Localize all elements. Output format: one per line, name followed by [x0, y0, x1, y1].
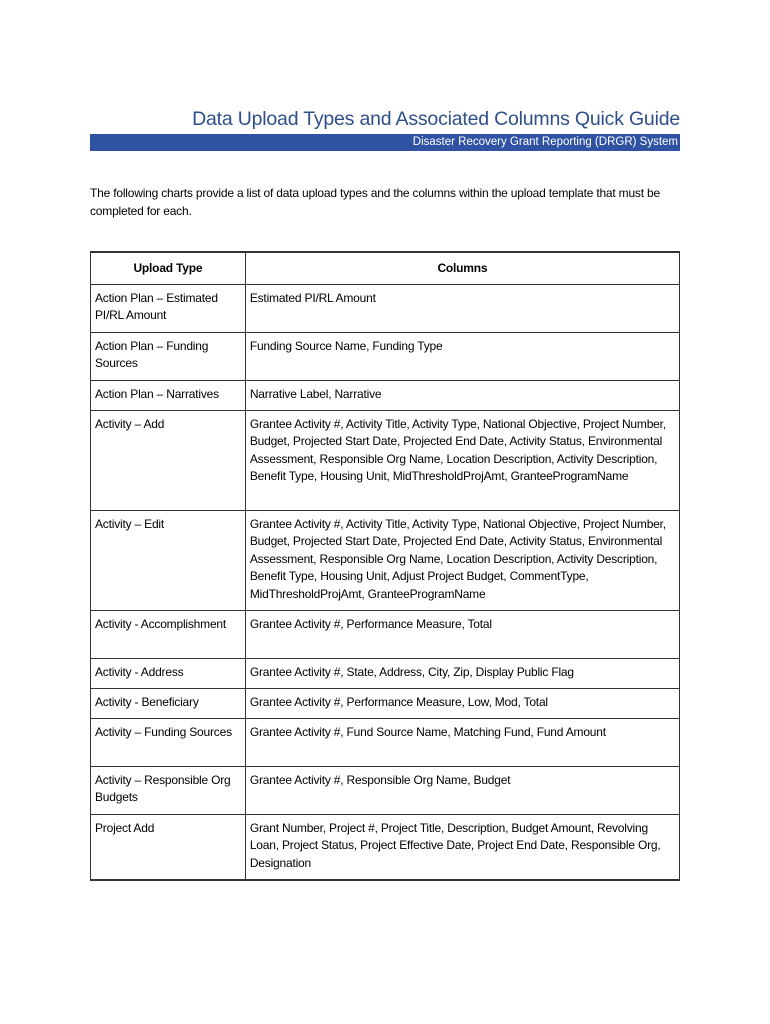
upload-type-cell: Activity – Edit [91, 510, 246, 610]
columns-cell: Narrative Label, Narrative [245, 380, 679, 410]
upload-type-cell: Action Plan – Estimated PI/RL Amount [91, 284, 246, 332]
columns-cell: Grantee Activity #, Activity Title, Activity Type, National Objective, Project Number, Budget, Projected Start Date, Projected End Date, Activity Status, Environmental Assessment, Responsible Org Name, Location Description, Activity Description, Benefit Type, Housing Unit, MidThresholdProjAmt, GranteeProgramName [245, 410, 679, 510]
columns-cell: Grantee Activity #, State, Address, City, Zip, Display Public Flag [245, 658, 679, 688]
columns-cell: Grantee Activity #, Fund Source Name, Matching Fund, Fund Amount [245, 718, 679, 766]
columns-cell: Grant Number, Project #, Project Title, Description, Budget Amount, Revolving Loan, Project Status, Project Effective Date, Project End Date, Responsible Org, Designation [245, 814, 679, 880]
upload-type-cell: Action Plan – Narratives [91, 380, 246, 410]
upload-type-cell: Activity - Beneficiary [91, 688, 246, 718]
upload-type-cell: Activity – Funding Sources [91, 718, 246, 766]
header-columns: Columns [245, 252, 679, 284]
upload-type-cell: Activity - Address [91, 658, 246, 688]
intro-paragraph: The following charts provide a list of data upload types and the columns within the upload template that must be completed for each. [90, 186, 660, 218]
columns-cell: Grantee Activity #, Responsible Org Name, Budget [245, 766, 679, 814]
columns-cell: Funding Source Name, Funding Type [245, 332, 679, 380]
table-row [91, 688, 680, 718]
table-row [91, 380, 680, 410]
table-row [91, 814, 680, 880]
table-row [91, 766, 680, 814]
header-upload-type: Upload Type [91, 252, 246, 284]
table-header-row [91, 252, 680, 284]
table-row [91, 718, 680, 766]
upload-type-cell: Activity - Accomplishment [91, 610, 246, 658]
columns-cell: Grantee Activity #, Performance Measure, Low, Mod, Total [245, 688, 679, 718]
columns-cell: Grantee Activity #, Performance Measure, Total [245, 610, 679, 658]
table-row [91, 610, 680, 658]
upload-types-table [90, 251, 680, 881]
upload-type-cell: Activity – Add [91, 410, 246, 510]
system-banner: Disaster Recovery Grant Reporting (DRGR) System [90, 134, 680, 151]
table-row [91, 410, 680, 510]
table-row [91, 332, 680, 380]
upload-type-cell: Activity – Responsible Org Budgets [91, 766, 246, 814]
table-row [91, 284, 680, 332]
columns-cell: Estimated PI/RL Amount [245, 284, 679, 332]
columns-cell: Grantee Activity #, Activity Title, Activity Type, National Objective, Project Number, Budget, Projected Start Date, Projected End Date, Activity Status, Environmental Assessment, Responsible Org Name, Location Description, Activity Description, Benefit Type, Housing Unit, Adjust Project Budget, CommentType, MidThresholdProjAmt, GranteeProgramName [245, 510, 679, 610]
upload-type-cell: Project Add [91, 814, 246, 880]
table-row [91, 510, 680, 610]
document-title: Data Upload Types and Associated Columns Quick Guide [192, 108, 680, 130]
upload-type-cell: Action Plan – Funding Sources [91, 332, 246, 380]
table-row [91, 658, 680, 688]
